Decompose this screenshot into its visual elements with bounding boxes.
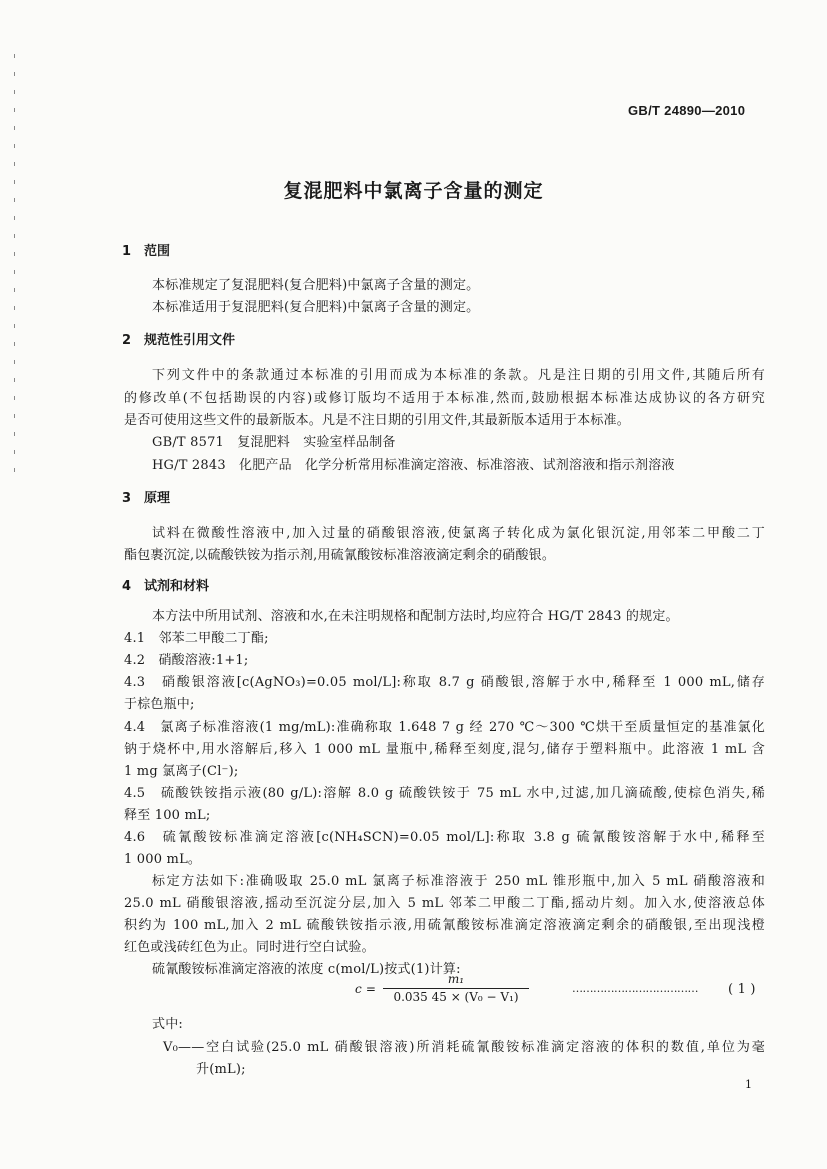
where-v0-line-2: 升(mL); — [196, 1062, 246, 1077]
section-4-heading — [122, 575, 209, 594]
item-4-4-line-1: 4.4 氯离子标准溶液(1 mg/mL):准确称取 1.648 7 g 经 270 ℃～300 ℃烘干至质量恒定的基准氯化 — [124, 720, 765, 735]
item-4-5-line-2: 释至 100 mL; — [124, 808, 211, 823]
section-1-heading — [122, 240, 170, 259]
item-4-4-line-3: 1 mg 氯离子(Cl⁻); — [124, 764, 239, 779]
item-4-5-line-1: 4.5 硫酸铁铵指示液(80 g/L):溶解 8.0 g 硫酸铁铵于 75 mL 水中,过滤,加几滴硫酸,使棕色消失,稀 — [124, 786, 765, 801]
calibration-line-1: 标定方法如下:准确吸取 25.0 mL 氯离子标准溶液于 250 mL 锥形瓶中,加入 5 mL 硝酸溶液和 — [152, 874, 765, 889]
section-number: 1 — [122, 244, 132, 259]
item-4-3-line-2: 于棕色瓶中; — [124, 697, 195, 712]
section-number: 2 — [122, 333, 132, 348]
scope-paragraph-1: 本标准规定了复混肥料(复合肥料)中氯离子含量的测定。 — [152, 278, 480, 293]
item-4-6-line-2: 1 000 mL。 — [124, 852, 202, 867]
section-number: 4 — [122, 579, 132, 594]
formula-denominator: 0.035 45 × (V₀ − V₁) — [393, 990, 519, 1004]
section-title: 试剂和材料 — [144, 579, 210, 594]
section-title: 原理 — [144, 491, 171, 506]
formula-number: ( 1 ) — [728, 982, 756, 997]
formula-leader-dots: ……………………………… — [572, 982, 698, 995]
section-2-heading — [122, 329, 235, 348]
document-title: 复混肥料中氯离子含量的测定 — [283, 180, 544, 202]
references-line-3: 是否可使用这些文件的最新版本。凡是不注日期的引用文件,其最新版本适用于本标准。 — [124, 413, 630, 428]
binding-marks — [12, 40, 18, 1130]
scope-paragraph-2: 本标准适用于复混肥料(复合肥料)中氯离子含量的测定。 — [152, 300, 480, 315]
principle-line-1: 试料在微酸性溶液中,加入过量的硝酸银溶液,使氯离子转化成为氯化银沉淀,用邻苯二甲酸二丁 — [152, 526, 765, 541]
item-4-4-line-2: 钠于烧杯中,用水溶解后,移入 1 000 mL 量瓶中,稀释至刻度,混匀,储存于塑料瓶中。此溶液 1 mL 含 — [124, 742, 765, 757]
item-4-1: 4.1 邻苯二甲酸二丁酯; — [124, 631, 269, 646]
calibration-line-4: 红色或浅砖红色为止。同时进行空白试验。 — [124, 940, 375, 955]
formula-numerator: m₁ — [447, 972, 465, 986]
section-title: 规范性引用文件 — [144, 333, 236, 348]
reagents-intro: 本方法中所用试剂、溶液和水,在未注明规格和配制方法时,均应符合 HG/T 2843 的规定。 — [152, 609, 679, 624]
principle-line-2: 酯包裹沉淀,以硫酸铁铵为指示剂,用硫氰酸铵标准溶液滴定剩余的硝酸银。 — [124, 548, 556, 563]
item-4-3-line-1: 4.3 硝酸银溶液[c(AgNO₃)=0.05 mol/L]:称取 8.7 g 硝酸银,溶解于水中,稀释至 1 000 mL,储存 — [124, 675, 765, 690]
concentration-sentence: 硫氰酸铵标准滴定溶液的浓度 c(mol/L)按式(1)计算: — [152, 962, 461, 977]
where-label: 式中: — [152, 1017, 183, 1032]
fraction-bar — [383, 988, 529, 989]
item-4-6-line-1: 4.6 硫氰酸铵标准滴定溶液[c(NH₄SCN)=0.05 mol/L]:称取 3.8 g 硫氰酸铵溶解于水中,稀释至 — [124, 830, 765, 845]
formula-lhs: c = — [355, 982, 377, 996]
reference-hgt-2843: HG/T 2843 化肥产品 化学分析常用标准滴定溶液、标准溶液、试剂溶液和指示剂溶液 — [152, 458, 675, 473]
section-3-heading — [122, 487, 170, 506]
references-line-2: 的修改单(不包括勘误的内容)或修订版均不适用于本标准,然而,鼓励根据本标准达成协议的各方研究 — [124, 391, 765, 406]
calibration-line-2: 25.0 mL 硝酸银溶液,摇动至沉淀分层,加入 5 mL 邻苯二甲酸二丁酯,摇动片刻。加入水,使溶液总体 — [124, 896, 765, 911]
page-number: 1 — [745, 1078, 753, 1091]
section-title: 范围 — [144, 244, 171, 259]
where-v0-line-1: V₀——空白试验(25.0 mL 硝酸银溶液)所消耗硫氰酸铵标准滴定溶液的体积的数值,单位为毫 — [163, 1040, 765, 1055]
item-4-2: 4.2 硝酸溶液:1+1; — [124, 653, 249, 668]
calibration-line-3: 积约为 100 mL,加入 2 mL 硫酸铁铵指示液,用硫氰酸铵标准滴定溶液滴定剩余的硝酸银,至出现浅橙 — [124, 918, 765, 933]
reference-gbt-8571: GB/T 8571 复混肥料 实验室样品制备 — [152, 435, 396, 450]
references-line-1: 下列文件中的条款通过本标准的引用而成为本标准的条款。凡是注日期的引用文件,其随后所有 — [152, 368, 765, 383]
section-number: 3 — [122, 491, 132, 506]
standard-code: GB/T 24890—2010 — [628, 103, 746, 118]
